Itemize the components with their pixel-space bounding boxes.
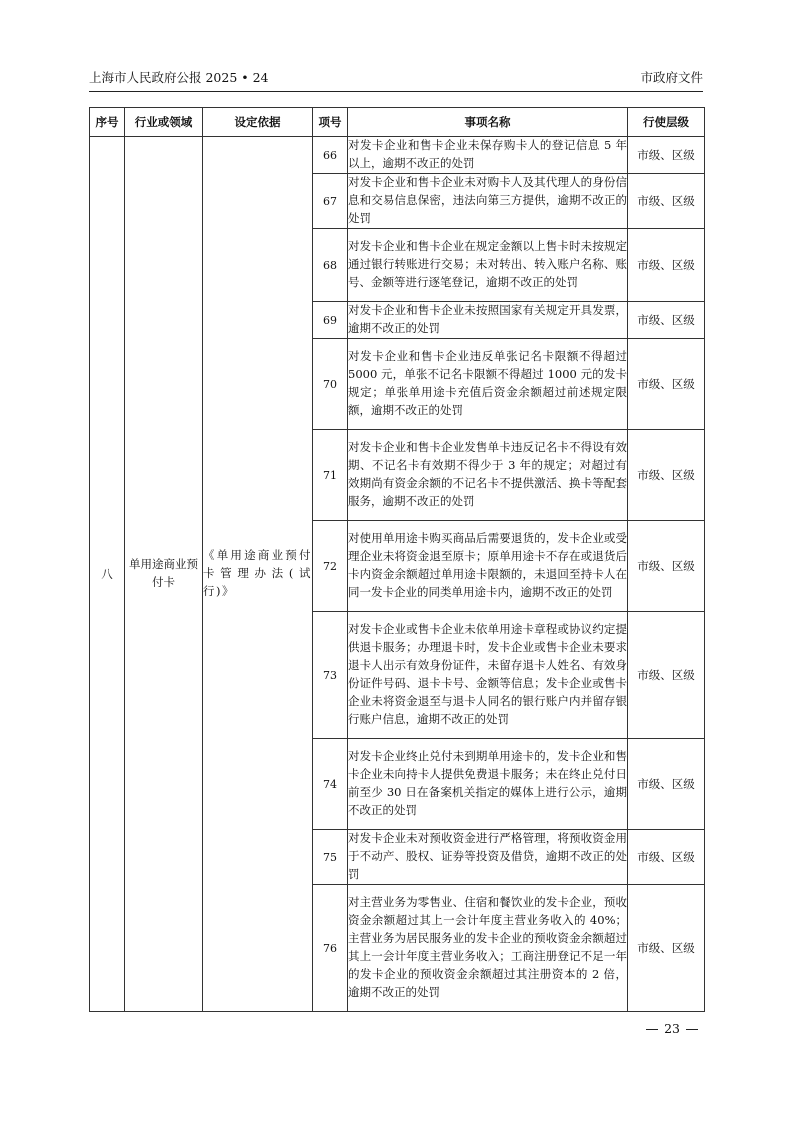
item-name: 对使用单用途卡购买商品后需要退货的，发卡企业或受理企业未将资金退至原卡；原单用途卡不存在或退货后卡内资金余额超过单用途卡限额的，未退回至持卡人在同一发卡企业的同类单用途卡内，逾期不改正的处罚 [348, 521, 628, 612]
item-number: 70 [313, 339, 348, 430]
item-number: 72 [313, 521, 348, 612]
table-row [90, 137, 705, 174]
col-header-level: 行使层级 [628, 108, 705, 137]
item-number: 68 [313, 229, 348, 302]
item-name: 对发卡企业和售卡企业发售单卡违反记名卡不得设有效期、不记名卡有效期不得少于 3 年的规定；对超过有效期尚有资金余额的不记名卡不提供激活、换卡等配套服务，逾期不改正的处罚 [348, 430, 628, 521]
page-header [89, 68, 703, 88]
item-name: 对发卡企业或售卡企业未依单用途卡章程或协议约定提供退卡服务；办理退卡时，发卡企业或售卡企业未要求退卡人出示有效身份证件，未留存退卡人姓名、有效身份证件号码、退卡卡号、金额等信息；发卡企业或售卡企业未将资金退至与退卡人同名的银行账户内并留存银行账户信息，逾期不改正的处罚 [348, 612, 628, 739]
footer-dash-right [686, 1029, 698, 1030]
item-number: 66 [313, 137, 348, 174]
item-name: 对发卡企业和售卡企业未对购卡人及其代理人的身份信息和交易信息保密，违法向第三方提供，逾期不改正的处罚 [348, 174, 628, 229]
item-number: 71 [313, 430, 348, 521]
item-level: 市级、区级 [628, 430, 705, 521]
item-name: 对发卡企业和售卡企业违反单张记名卡限额不得超过 5000 元，单张不记名卡限额不得超过 1000 元的发卡规定；单张单用途卡充值后资金余额超过前述规定限额，逾期不改正的处罚 [348, 339, 628, 430]
item-level: 市级、区级 [628, 612, 705, 739]
col-header-item-number: 项号 [313, 108, 348, 137]
item-number: 67 [313, 174, 348, 229]
item-name: 对发卡企业和售卡企业未按照国家有关规定开具发票，逾期不改正的处罚 [348, 302, 628, 339]
item-level: 市级、区级 [628, 137, 705, 174]
section-title: 市政府文件 [640, 70, 703, 85]
item-name: 对发卡企业终止兑付未到期单用途卡的，发卡企业和售卡企业未向持卡人提供免费退卡服务；未在终止兑付日前至少 30 日在备案机关指定的媒体上进行公示，逾期不改正的处罚 [348, 739, 628, 830]
item-number: 69 [313, 302, 348, 339]
item-level: 市级、区级 [628, 885, 705, 1012]
footer-dash-left [646, 1029, 658, 1030]
item-level: 市级、区级 [628, 302, 705, 339]
item-level: 市级、区级 [628, 739, 705, 830]
penalty-items-table [89, 107, 705, 1012]
item-number: 73 [313, 612, 348, 739]
col-header-seq: 序号 [90, 108, 125, 137]
page-number: 23 [664, 1021, 680, 1036]
group-industry-cell: 单用途商业预付卡 [125, 137, 203, 1012]
page-footer [640, 1021, 704, 1036]
item-name: 对发卡企业和售卡企业在规定金额以上售卡时未按规定通过银行转账进行交易；未对转出、转入账户名称、账号、金额等进行逐笔登记，逾期不改正的处罚 [348, 229, 628, 302]
item-level: 市级、区级 [628, 339, 705, 430]
item-level: 市级、区级 [628, 521, 705, 612]
item-name: 对发卡企业和售卡企业未保存购卡人的登记信息 5 年以上，逾期不改正的处罚 [348, 137, 628, 174]
item-number: 75 [313, 830, 348, 885]
col-header-industry: 行业或领域 [125, 108, 203, 137]
item-number: 74 [313, 739, 348, 830]
item-level: 市级、区级 [628, 830, 705, 885]
table-header-row [90, 108, 705, 137]
group-basis-cell: 《单用途商业预付卡管理办法(试行)》 [203, 137, 313, 1012]
item-level: 市级、区级 [628, 229, 705, 302]
item-number: 76 [313, 885, 348, 1012]
header-divider [89, 91, 703, 92]
item-level: 市级、区级 [628, 174, 705, 229]
group-seq-cell: 八 [90, 137, 125, 1012]
item-name: 对发卡企业未对预收资金进行严格管理，将预收资金用于不动产、股权、证券等投资及借贷，逾期不改正的处罚 [348, 830, 628, 885]
col-header-item-name: 事项名称 [348, 108, 628, 137]
gazette-title: 上海市人民政府公报 2025 • 24 [89, 70, 269, 85]
col-header-basis: 设定依据 [203, 108, 313, 137]
item-name: 对主营业务为零售业、住宿和餐饮业的发卡企业，预收资金余额超过其上一会计年度主营业务收入的 40%；主营业务为居民服务业的发卡企业的预收资金余额超过其上一会计年度主营业务收入；工商注册登记不足一年的发卡企业的预收资金余额超过其注册资本的 2 倍，逾期不改正的处罚 [348, 885, 628, 1012]
